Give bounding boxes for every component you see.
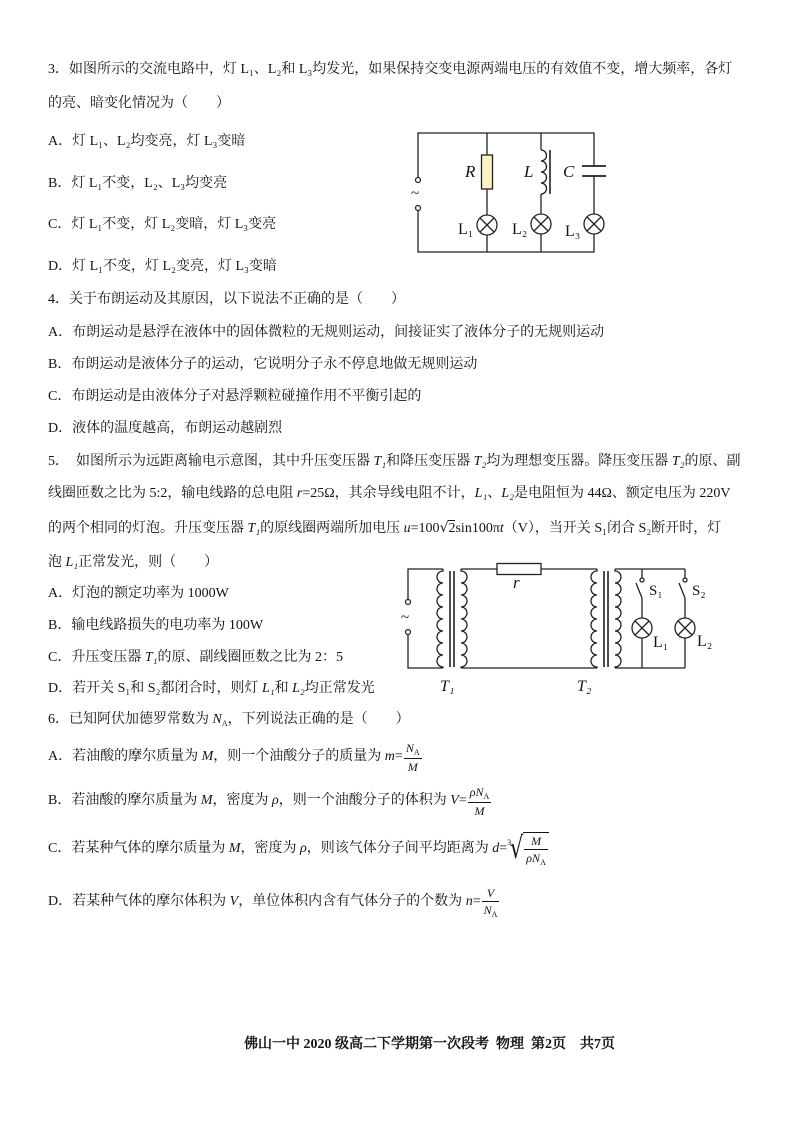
fraction [404, 741, 422, 774]
cube-root [507, 832, 549, 867]
q4-option-c: C．布朗运动是由液体分子对悬浮颗粒碰撞作用不平衡引起的 [48, 389, 422, 404]
q5-option-c [48, 647, 343, 669]
text-segment: B．若油酸的摩尔质量为 [48, 793, 201, 808]
radicand: 2 [448, 521, 456, 536]
capacitor-symbol [582, 166, 606, 176]
t1-primary-coil [437, 569, 443, 668]
radical-sign: √ [510, 831, 524, 866]
page-footer: 佛山一中 2020 级高二下学期第一次段考 物理 第2页 共7页 [244, 1037, 615, 1052]
fraction-denominator [404, 759, 422, 774]
q6-option-c [48, 827, 549, 871]
symbol-n: N [483, 902, 492, 917]
source-terminal-bottom [406, 630, 411, 635]
lamp-l1-label: L₁ [653, 634, 669, 651]
symbol-v: V [486, 885, 495, 900]
t2-primary-coil [591, 569, 597, 668]
text-segment: A．若油酸的摩尔质量为 [48, 749, 202, 764]
text-segment: 的原线圈两端所加电压 [260, 521, 404, 536]
switch-s1-label: S₁ [649, 583, 663, 599]
q5-option-a: A．灯泡的额定功率为 1000W [48, 586, 229, 601]
text-segment: 6．已知阿伏加德罗常数为 [48, 712, 213, 727]
text-segment: （V），当开关 S₁闭合 S₂断开时，灯 [503, 521, 722, 536]
fraction-numerator [524, 834, 548, 850]
text-segment: D．若开关 S₁和 S₂都闭合时，则灯 [48, 681, 262, 696]
q3-option-c: C．灯 L₁不变，灯 L₂变暗，灯 L₃变亮 [48, 217, 277, 232]
symbol-l1: L₁ [65, 555, 79, 570]
symbol-m-upper: M [407, 759, 418, 774]
symbol-r: r [296, 486, 303, 501]
lamp-l3-label: L₃ [565, 223, 581, 240]
lamp-l1-symbol [632, 618, 652, 638]
fraction-numerator [468, 785, 492, 803]
q5-option-d [48, 678, 375, 700]
symbol-t: t [499, 521, 504, 536]
text-segment: =25Ω，其余导线电阻不计， [302, 486, 475, 501]
text-segment: ，下列说法正确的是（ ） [227, 712, 410, 727]
source-terminal-bottom [416, 206, 421, 211]
t2-secondary-coil [615, 569, 621, 668]
symbol-v: V [450, 793, 459, 808]
t1-iron-core [450, 571, 454, 667]
resistor-label: R [465, 162, 476, 181]
symbol-t1: T₁ [144, 650, 158, 665]
q5-stem-line1 [48, 451, 740, 473]
subscript-a: A [491, 909, 498, 919]
symbol-rho: ρ [300, 841, 307, 856]
text-segment: ，则一个油酸分子的质量为 [213, 749, 385, 764]
q6-stem [48, 709, 410, 731]
q6-option-b [48, 779, 492, 823]
inductor-coil-symbol [541, 150, 547, 194]
text-segment: 和 [274, 681, 293, 696]
text-segment: 线圈匝数之比为 5:2，输电线路的总电阻 [48, 486, 297, 501]
fraction-denominator [482, 902, 500, 919]
square-root-sign: √ [439, 520, 449, 536]
text-segment: D．若某种气体的摩尔体积为 [48, 894, 230, 909]
symbol-t2: T₂ [473, 454, 487, 469]
symbol-t2: T₂ [671, 454, 685, 469]
fraction-numerator [404, 741, 422, 759]
symbol-m-upper: M [200, 793, 213, 808]
symbol-m-upper: M [201, 749, 214, 764]
q3-option-a: A．灯 L₁、L₂均变亮，灯 L₃变暗 [48, 134, 246, 149]
subscript-a: A [483, 791, 490, 801]
text-segment: 均为理想变压器。降压变压器 [486, 454, 672, 469]
q4-option-b: B．布朗运动是液体分子的运动，它说明分子永不停息地做无规则运动 [48, 357, 478, 372]
symbol-t1: T₁ [247, 521, 261, 536]
fraction-denominator [524, 850, 548, 867]
subscript-a: A [540, 857, 546, 867]
transformer-t1-label: T₁ [440, 678, 455, 695]
q6-option-d [48, 880, 500, 924]
subscript-a: A [413, 747, 420, 757]
q3-stem-line1: 3．如图所示的交流电路中，灯 L₁、L₂和 L₃均发光，如果保持交变电源两端电压的有效值不变，增大频率，各灯 [48, 62, 733, 77]
symbol-l2: L₂ [292, 681, 305, 696]
text-segment: 正常发光，则（ ） [78, 555, 219, 570]
text-segment: 、 [487, 486, 502, 501]
symbol-v: V [229, 894, 239, 909]
symbol-m-lower: m [384, 749, 395, 764]
q5-stem-line3 [48, 517, 721, 539]
q3-option-b: B．灯 L₁不变，L₂、L₃均变亮 [48, 176, 228, 191]
line-resistor-label: r [513, 573, 520, 592]
symbol-rho: ρ [272, 793, 279, 808]
source-terminal-top [406, 600, 411, 605]
text-segment: sin100π [455, 521, 500, 536]
capacitor-label: C [563, 162, 575, 181]
symbol-rho: ρ [469, 784, 476, 799]
t1-secondary-coil [461, 569, 467, 668]
q3-ac-circuit-diagram [400, 120, 615, 260]
fraction [524, 834, 548, 867]
text-segment: =100 [410, 521, 440, 536]
symbol-l1: L₁ [474, 486, 488, 501]
equals-sign: = [458, 793, 467, 808]
q6-option-a [48, 735, 423, 779]
text-segment: 泡 [48, 555, 66, 570]
symbol-l2: L₂ [501, 486, 514, 501]
q5-stem-line2 [48, 483, 730, 505]
text-segment: 和降压变压器 [386, 454, 474, 469]
text-segment: ，密度为 [240, 841, 301, 856]
fraction [482, 886, 500, 919]
symbol-n: N [532, 850, 541, 865]
symbol-t1: T₁ [373, 454, 387, 469]
symbol-m-upper: M [228, 841, 241, 856]
symbol-m-upper: M [531, 833, 542, 848]
switch-s2-label: S₂ [692, 583, 706, 599]
lamp-l2-symbol [675, 618, 695, 638]
symbol-m-upper: M [474, 803, 485, 818]
subscript-a: A [221, 719, 228, 728]
lamp-l2-label: L₂ [697, 633, 713, 650]
lamp-l1-symbol [477, 215, 497, 235]
switch-s1-symbol [636, 578, 644, 598]
symbol-u: u [403, 521, 411, 536]
text-segment: ，则一个油酸分子的体积为 [278, 793, 451, 808]
lamp-l2-symbol [531, 214, 551, 234]
lamp-l3-symbol [584, 214, 604, 234]
q5-power-transmission-diagram [398, 555, 728, 700]
text-segment: C．升压变压器 [48, 650, 145, 665]
equals-sign: = [499, 841, 508, 856]
equals-sign: = [394, 749, 403, 764]
text-segment: 的两个相同的灯泡。升压变压器 [48, 521, 248, 536]
text-segment: ，密度为 [212, 793, 273, 808]
t2-iron-core [604, 571, 608, 667]
transformer-t2-label: T₂ [577, 678, 592, 695]
symbol-n: N [405, 740, 414, 755]
ac-source-symbol: ~ [411, 186, 420, 202]
symbol-rho: ρ [526, 850, 533, 865]
text-segment: 的原、副 [684, 454, 741, 469]
text-segment: ，单位体积内含有气体分子的个数为 [238, 894, 466, 909]
q5-stem-line4 [48, 552, 218, 574]
fraction-numerator [482, 886, 500, 902]
text-segment: 均正常发光 [304, 681, 375, 696]
fraction-denominator [468, 803, 492, 818]
symbol-d: d [492, 841, 500, 856]
text-segment: 是电阻恒为 44Ω、额定电压为 220V [513, 486, 731, 501]
q5-option-b: B．输电线路损失的电功率为 100W [48, 618, 264, 633]
q4-option-d: D．液体的温度越高，布朗运动越剧烈 [48, 421, 283, 436]
symbol-n: N [475, 784, 484, 799]
text-segment: C．若某种气体的摩尔质量为 [48, 841, 229, 856]
q3-option-d: D．灯 L₁不变，灯 L₂变亮，灯 L₃变暗 [48, 259, 277, 274]
q4-stem: 4．关于布朗运动及其原因，以下说法不正确的是（ ） [48, 292, 405, 307]
q3-stem-line2: 的亮、暗变化情况为（ ） [48, 96, 230, 111]
ac-source-symbol: ~ [401, 610, 410, 626]
inductor-label: L [524, 162, 534, 181]
resistor-symbol [482, 155, 493, 189]
q4-option-a: A．布朗运动是悬浮在液体中的固体微粒的无规则运动，间接证实了液体分子的无规则运动 [48, 325, 605, 340]
switch-s2-symbol [679, 578, 687, 598]
symbol-n-lower: n [465, 894, 473, 909]
lamp-l2-label: L₂ [512, 221, 528, 238]
symbol-n: N [212, 712, 222, 727]
radicand [523, 832, 549, 867]
text-segment: 5． 如图所示为远距离输电示意图，其中升压变压器 [48, 454, 374, 469]
text-segment: ，则该气体分子间平均距离为 [306, 841, 493, 856]
equals-sign: = [472, 894, 481, 909]
source-terminal-top [416, 178, 421, 183]
lamp-l1-label: L₁ [458, 221, 474, 238]
symbol-l1: L₁ [261, 681, 275, 696]
text-segment: 的原、副线圈匝数之比为 2：5 [157, 650, 343, 665]
root-index: 3 [507, 838, 512, 847]
fraction [468, 785, 492, 818]
